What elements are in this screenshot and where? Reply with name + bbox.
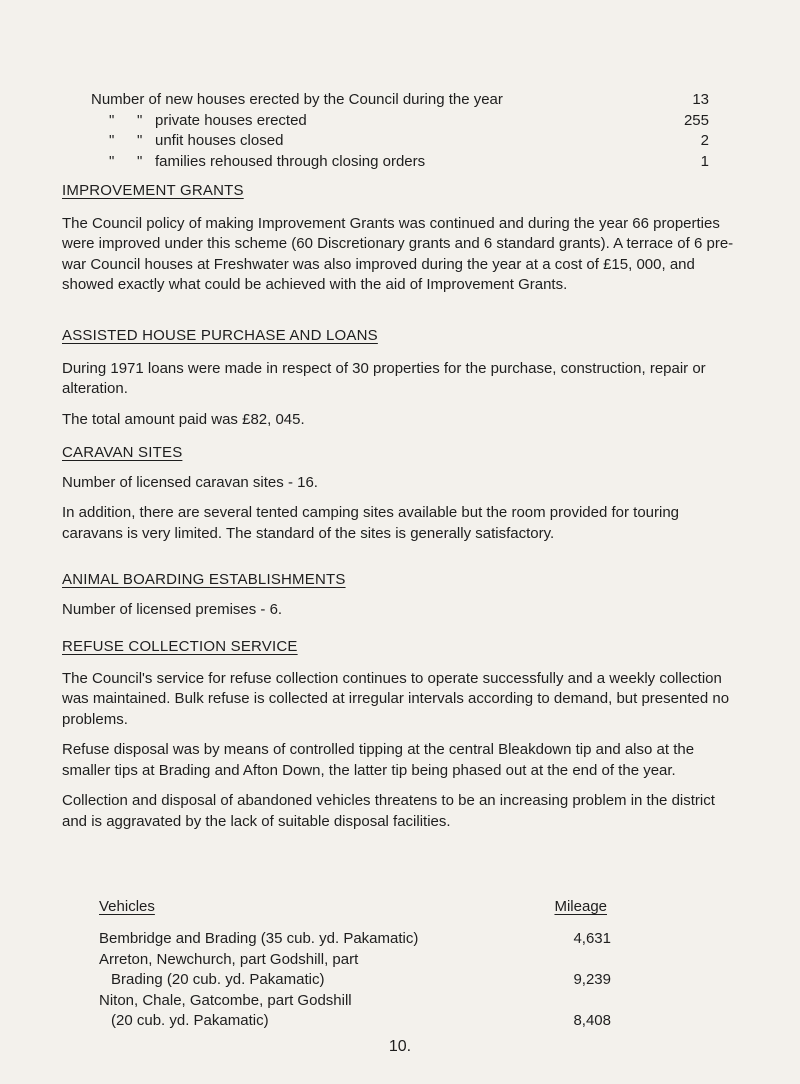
- mileage-value: 9,239: [573, 971, 611, 988]
- page-number: 10.: [388, 1038, 412, 1055]
- table-row: [99, 970, 611, 991]
- ditto-mark: ": [137, 111, 143, 129]
- section-animal-boarding: [62, 570, 742, 620]
- vehicle-route: Bembridge and Brading (35 cub. yd. Pakamatic): [99, 930, 419, 947]
- ditto-mark: ": [109, 111, 115, 129]
- column-header-vehicles: Vehicles: [99, 898, 155, 915]
- section-heading: REFUSE COLLECTION SERVICE: [62, 638, 298, 655]
- stat-row: [91, 131, 709, 152]
- stat-label: private houses erected: [155, 111, 307, 129]
- section-refuse-collection: [62, 637, 742, 832]
- paragraph: During 1971 loans were made in respect of 30 properties for the purchase, construction, repair or alteration.: [62, 359, 706, 397]
- stat-label: families rehoused through closing orders: [155, 152, 426, 170]
- column-header-mileage: Mileage: [554, 898, 607, 915]
- section-heading: ASSISTED HOUSE PURCHASE AND LOANS: [62, 327, 378, 344]
- ditto-mark: ": [137, 132, 143, 149]
- vehicle-route: Brading (20 cub. yd. Pakamatic): [111, 971, 325, 988]
- vehicles-table-header: [99, 898, 607, 915]
- vehicle-route: (20 cub. yd. Pakamatic): [111, 1012, 269, 1029]
- vehicles-table: [99, 929, 611, 1032]
- section-assisted-house-purchase: [62, 326, 742, 430]
- mileage-value: [551, 950, 611, 971]
- section-caravan-sites: [62, 443, 742, 544]
- paragraph: The total amount paid was £82, 045.: [62, 410, 305, 428]
- stat-value: 13: [692, 91, 709, 108]
- paragraph: Collection and disposal of abandoned vehicles threatens to be an increasing problem in the district and is aggravated by the lack of suitable disposal facilities.: [62, 792, 715, 830]
- paragraph: The Council policy of making Improvement Grants was continued and during the year 66 properties were improved under this scheme (60 Discretionary grants and 6 standard grants). A terrace of 6 pre-war Council houses at Freshwater was also improved during the year at a cost of £15, 000, and showed exactly what could be achieved with the aid of Improvement Grants.: [62, 214, 734, 293]
- mileage-value: 8,408: [573, 1012, 611, 1029]
- stat-value: 1: [700, 152, 709, 170]
- housing-statistics: [91, 90, 709, 172]
- paragraph: Refuse disposal was by means of controlled tipping at the central Bleakdown tip and also at the smaller tips at Brading and Afton Down, the latter tip being phased out at the end of the year.: [62, 741, 695, 779]
- vehicle-route: Niton, Chale, Gatcombe, part Godshill: [99, 991, 352, 1009]
- stat-value: 2: [700, 132, 709, 149]
- vehicle-route: Arreton, Newchurch, part Godshill, part: [99, 950, 359, 968]
- stat-row: [91, 111, 709, 132]
- paragraph: Number of licensed caravan sites - 16.: [62, 473, 318, 491]
- paragraph: In addition, there are several tented camping sites available but the room provided for touring caravans is very limited. The standard of the sites is generally satisfactory.: [62, 504, 680, 542]
- stat-row: [91, 152, 709, 173]
- table-row: [99, 929, 611, 950]
- paragraph: The Council's service for refuse collection continues to operate successfully and a weekly collection was maintained. Bulk refuse is collected at irregular intervals according to demand, but presented no problems.: [62, 669, 730, 728]
- stat-label: Number of new houses erected by the Council during the year: [91, 91, 503, 108]
- table-row: [99, 950, 611, 971]
- table-row: [99, 1011, 611, 1032]
- section-heading: CARAVAN SITES: [62, 444, 183, 461]
- paragraph: Number of licensed premises - 6.: [62, 600, 283, 618]
- section-improvement-grants: [62, 181, 742, 296]
- mileage-value: [551, 991, 611, 1012]
- ditto-mark: ": [109, 152, 115, 170]
- stat-value: 255: [683, 111, 709, 129]
- ditto-mark: ": [109, 132, 115, 149]
- stat-row: [91, 90, 709, 111]
- mileage-value: 4,631: [573, 930, 611, 947]
- ditto-mark: ": [137, 152, 143, 170]
- section-heading: IMPROVEMENT GRANTS: [62, 182, 244, 199]
- section-heading: ANIMAL BOARDING ESTABLISHMENTS: [62, 571, 346, 588]
- table-row: [99, 991, 611, 1012]
- stat-label: unfit houses closed: [155, 132, 284, 149]
